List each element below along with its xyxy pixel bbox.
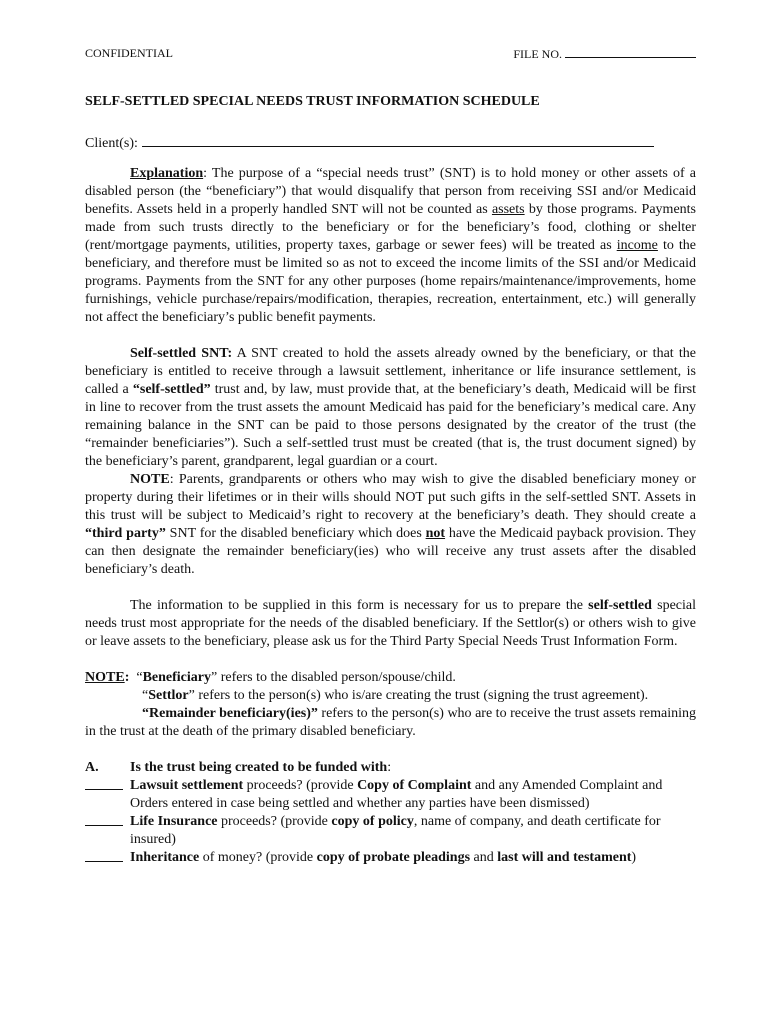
lawsuit-term: Lawsuit settlement [130,778,244,793]
beneficiary-text: ” refers to the disabled person/spouse/child. [211,670,456,685]
explanation-income: income [616,238,658,253]
page-header [85,46,696,64]
definition-remainder [85,705,696,741]
explanation-text-1: : The purpose of a “special needs trust” (SNT) is to hold money or other assets of a disabled person (the “beneficiary”) that would disqualify that person from receiving SSI and/or Medicaid benefits. Assets held in a properly handled SNT will not be counted as [85,166,696,217]
life-insurance-term: Life Insurance [130,814,218,829]
inheritance-text-1: of money? (provide [199,850,317,865]
note-third-party: “third party” [85,526,166,541]
document-title: SELF-SETTLED SPECIAL NEEDS TRUST INFORMATION SCHEDULE [85,94,540,109]
settlor-text: ” refers to the person(s) who is/are creating the trust (signing the trust agreement). [188,688,649,703]
funding-option-lawsuit [85,777,696,813]
info-paragraph [85,597,696,651]
note-not: not [425,526,446,541]
file-no [513,46,696,62]
inheritance-doc-2: last will and testament [497,850,632,865]
life-insurance-doc: copy of policy [331,814,414,829]
note-text-2: SNT for the disabled beneficiary which does [165,526,426,541]
section-a-question-row: A. Is the trust being created to be funded with: [85,760,392,775]
section-a-question: Is the trust being created to be funded with [130,760,388,775]
self-settled-term: “self-settled” [132,382,211,397]
definitions-heading: NOTE [85,670,125,685]
section-a-label: A. [85,760,99,775]
self-settled-text-1: A SNT created to hold the assets already owned by the beneficiary, or that the beneficiary is entitled to receive through a lawsuit settlement, inheritance or life insurance settlement, is called a [85,346,696,397]
explanation-assets: assets [491,202,525,217]
inheritance-term: Inheritance [130,850,200,865]
inheritance-checkbox-blank[interactable] [85,849,123,862]
client-label: Client(s): [85,136,138,151]
remainder-text: refers to the person(s) who are to receive the trust assets remaining in the trust at the death of the primary disabled beneficiary. [85,706,696,739]
remainder-term: “Remainder beneficiary(ies)” [142,706,318,721]
funding-option-inheritance [85,849,696,868]
funding-option-life-insurance [85,813,696,849]
settlor-term: Settlor [148,688,189,703]
life-insurance-checkbox-blank[interactable] [85,813,123,826]
definition-beneficiary: NOTE: “Beneficiary” refers to the disabled person/spouse/child. [85,670,456,685]
client-blank[interactable] [142,132,654,147]
file-no-blank[interactable] [565,46,696,58]
lawsuit-text-1: proceeds? (provide [243,778,358,793]
note-paragraph [85,471,696,579]
confidential-label: CONFIDENTIAL [85,46,173,60]
document-body [85,165,696,868]
lawsuit-doc: Copy of Complaint [357,778,472,793]
lawsuit-checkbox-blank[interactable] [85,777,123,790]
self-settled-paragraph [85,345,696,471]
self-settled-text-2: trust and, by law, must provide that, at the beneficiary’s death, Medicaid will be first in line to recover from the trust assets the amount Medicaid has paid for the beneficiary’s medical care. Any remaining balance in the SNT can be paid to those persons designated by the creator of the trust (the “remainder beneficiaries”). Such a self-settled trust must be created (that is, the trust document signed) by the beneficiary’s parent, grandparent, legal guardian or a court. [85,382,696,469]
beneficiary-term: Beneficiary [142,670,211,685]
info-text-1: The information to be supplied in this form is necessary for us to prepare the [130,598,589,613]
life-insurance-text-2: , name of company, and death certificate for insured) [130,814,661,847]
info-text-2: special needs trust most appropriate for the needs of the disabled beneficiary. If the Settlor(s) or others wish to give or leave assets to the beneficiary, please ask us for the Third Party Special Needs Trust Information Form. [85,598,696,649]
self-settled-heading: Self-settled SNT: [130,346,233,361]
note-heading: NOTE [130,472,170,487]
definitions [85,669,696,741]
explanation-paragraph [85,165,696,327]
explanation-heading: Explanation [130,166,204,181]
info-self-settled: self-settled [588,598,652,613]
definition-settlor: “Settlor” refers to the person(s) who is/are creating the trust (signing the trust agreement). [142,688,649,703]
life-insurance-text-1: proceeds? (provide [217,814,332,829]
note-text-1: : Parents, grandparents or others who may wish to give the disabled beneficiary money or property during their lifetimes or in their wills should NOT put such gifts in the self-settled SNT. Assets in this trust will be subject to Medicaid’s right to recovery at the beneficiary’s death. They should create a [85,472,696,523]
inheritance-text-2: and [470,850,498,865]
inheritance-text-3: ) [631,850,637,865]
lawsuit-text-2: and any Amended Complaint and Orders entered in case being settled and whether any parties have been dismissed) [130,778,663,811]
file-no-label: FILE NO. [513,47,562,61]
inheritance-doc-1: copy of probate pleadings [316,850,471,865]
section-a [85,759,696,868]
note-text-3: have the Medicaid payback provision. They can then designate the remainder beneficiary(ies) who will receive any trust assets after the disabled beneficiary’s death. [85,526,696,577]
explanation-text-2: by those programs. Payments made from such trusts directly to the beneficiary or for the beneficiary’s food, clothing or shelter (rent/mortgage payments, utilities, property taxes, garbage or sewer fees) will be treated as [85,202,696,253]
explanation-text-3: to the beneficiary, and therefore must be limited so as not to exceed the income limits of the SSI and/or Medicaid programs. Payments from the SNT for any other purposes (home repairs/maintenance/improvements, home furnishings, vehicle purchase/repairs/modification, therapies, recreation, entertainment, etc.) will generally not affect the beneficiary’s public benefit payments. [85,238,696,325]
client-field [85,132,654,152]
